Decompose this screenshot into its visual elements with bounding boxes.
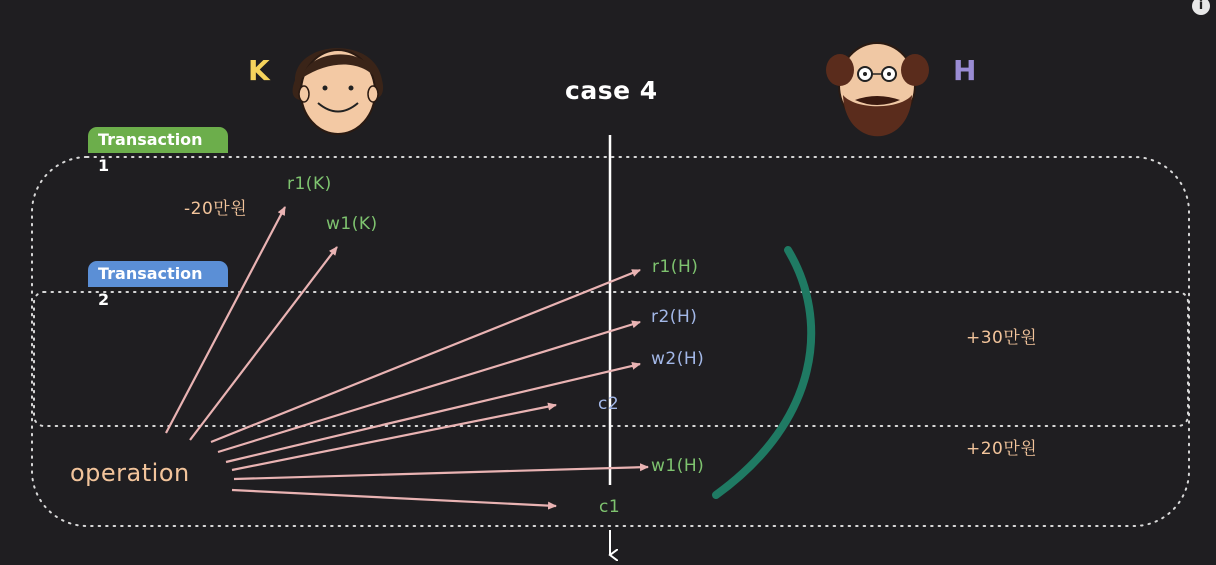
operation-label: operation bbox=[70, 459, 190, 487]
curve-bracket bbox=[716, 250, 811, 495]
op-c2: c2 bbox=[598, 394, 620, 414]
person-k-label: K bbox=[248, 54, 271, 87]
op-r1k: r1(K) bbox=[287, 174, 332, 194]
person-k-avatar bbox=[293, 48, 384, 134]
info-icon[interactable]: i bbox=[1192, 0, 1210, 15]
op-w2h: w2(H) bbox=[651, 349, 705, 369]
transaction-2-tag: Transaction 2 bbox=[88, 261, 228, 287]
op-r2h: r2(H) bbox=[651, 307, 698, 327]
amount-plus30: +30만원 bbox=[966, 328, 1038, 348]
arrow-w2h bbox=[226, 364, 640, 462]
op-r1h: r1(H) bbox=[652, 257, 699, 277]
arrow-r1h bbox=[211, 270, 640, 442]
op-c1: c1 bbox=[599, 497, 621, 517]
op-w1h: w1(H) bbox=[651, 456, 705, 476]
arrow-w1h bbox=[234, 467, 648, 479]
op-w1k: w1(K) bbox=[326, 214, 378, 234]
person-h-label: H bbox=[953, 54, 977, 87]
arrow-c1 bbox=[232, 490, 556, 506]
amount-plus20: +20만원 bbox=[966, 439, 1038, 459]
transaction-1-tag: Transaction 1 bbox=[88, 127, 228, 153]
diagram-title: case 4 bbox=[565, 76, 658, 105]
arrow-r2h bbox=[218, 322, 640, 452]
person-h-avatar bbox=[826, 43, 929, 136]
amount-minus20: -20만원 bbox=[184, 199, 248, 219]
arrow-r1k bbox=[166, 207, 285, 433]
